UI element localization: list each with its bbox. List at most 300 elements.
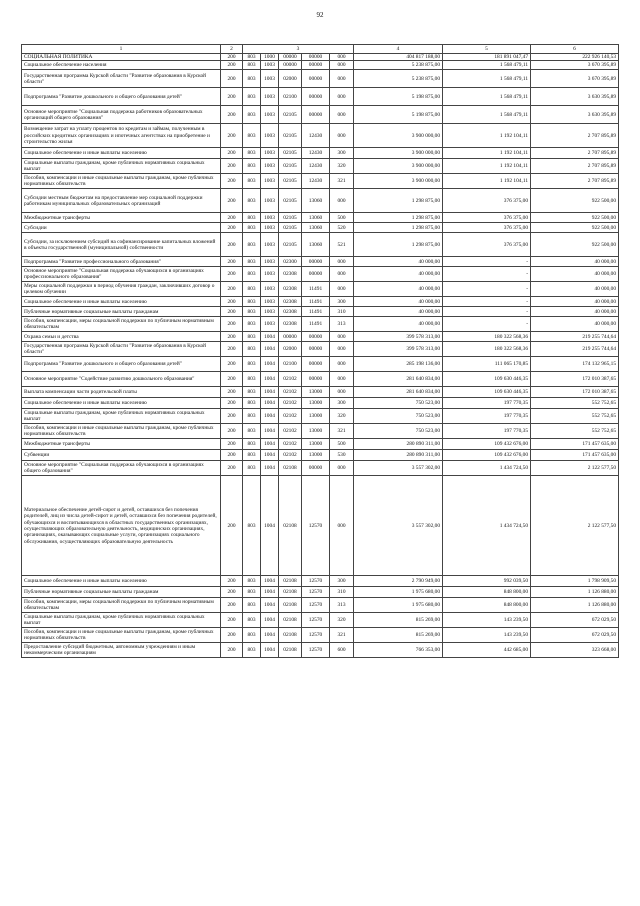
- amount-cell: 40 000,00: [531, 267, 619, 282]
- table-row: [22, 257, 619, 267]
- code-cell: 1003: [261, 282, 279, 297]
- code-cell: 02105: [279, 124, 302, 148]
- code-cell: 200: [221, 398, 243, 409]
- row-name-cell: Социальное обеспечение и иные выплаты населению: [22, 297, 221, 307]
- table-row: [22, 461, 619, 476]
- code-cell: 803: [243, 223, 261, 233]
- code-cell: 520: [330, 223, 354, 233]
- amount-cell: 197 770,35: [443, 398, 531, 409]
- amount-cell: 2 122 577,50: [531, 461, 619, 476]
- code-cell: 02308: [279, 317, 302, 332]
- code-cell: 320: [330, 159, 354, 174]
- amount-cell: 3 557 302,00: [354, 461, 443, 476]
- code-cell: 200: [221, 576, 243, 587]
- code-cell: 00000: [302, 106, 330, 124]
- code-cell: 000: [330, 106, 354, 124]
- code-cell: 200: [221, 357, 243, 372]
- row-name-cell: Публичные нормативные социальные выплаты гражданам: [22, 307, 221, 317]
- column-header: 1: [22, 45, 221, 54]
- amount-cell: 197 770,35: [443, 424, 531, 439]
- column-header: 4: [354, 45, 443, 54]
- amount-cell: 143 239,50: [443, 628, 531, 643]
- amount-cell: 1 126 880,00: [531, 587, 619, 598]
- code-cell: 1003: [261, 61, 279, 70]
- amount-cell: 2 707 895,89: [531, 174, 619, 189]
- column-header: 2: [221, 45, 243, 54]
- code-cell: 500: [330, 213, 354, 223]
- code-cell: 1003: [261, 70, 279, 88]
- code-cell: 13060: [302, 233, 330, 257]
- code-cell: 000: [330, 387, 354, 398]
- amount-cell: 171 457 635,00: [531, 450, 619, 461]
- row-name-cell: Пособия, компенсации и иные социальные выплаты гражданам, кроме публичных нормативных обязательств: [22, 174, 221, 189]
- amount-cell: 2 707 895,89: [531, 148, 619, 159]
- code-cell: 1004: [261, 461, 279, 476]
- code-cell: 200: [221, 54, 243, 61]
- code-cell: 803: [243, 174, 261, 189]
- code-cell: 200: [221, 233, 243, 257]
- amount-cell: 172 010 387,65: [531, 372, 619, 387]
- code-cell: 1003: [261, 267, 279, 282]
- code-cell: 803: [243, 598, 261, 613]
- code-cell: 00000: [302, 257, 330, 267]
- amount-cell: -: [443, 307, 531, 317]
- amount-cell: 922 500,00: [531, 189, 619, 213]
- code-cell: 13000: [302, 424, 330, 439]
- code-cell: 1004: [261, 424, 279, 439]
- amount-cell: 40 000,00: [531, 282, 619, 297]
- amount-cell: 2 122 577,50: [531, 476, 619, 576]
- code-cell: 02105: [279, 148, 302, 159]
- table-row: [22, 628, 619, 643]
- code-cell: 803: [243, 106, 261, 124]
- code-cell: 12570: [302, 476, 330, 576]
- code-cell: 02105: [279, 223, 302, 233]
- amount-cell: 323 668,00: [531, 643, 619, 658]
- amount-cell: 1 975 680,00: [354, 598, 443, 613]
- column-header: 6: [531, 45, 619, 54]
- code-cell: 600: [330, 643, 354, 658]
- code-cell: 13000: [302, 450, 330, 461]
- code-cell: 803: [243, 613, 261, 628]
- code-cell: 12570: [302, 576, 330, 587]
- code-cell: 200: [221, 332, 243, 342]
- amount-cell: 1 975 680,00: [354, 587, 443, 598]
- amount-cell: 1 568 479,11: [443, 70, 531, 88]
- code-cell: 02108: [279, 476, 302, 576]
- amount-cell: 171 457 635,00: [531, 439, 619, 450]
- code-cell: 02105: [279, 233, 302, 257]
- code-cell: 11491: [302, 317, 330, 332]
- code-cell: 12430: [302, 124, 330, 148]
- table-row: [22, 61, 619, 70]
- code-cell: 02300: [279, 257, 302, 267]
- code-cell: 13060: [302, 223, 330, 233]
- amount-cell: 40 000,00: [354, 257, 443, 267]
- amount-cell: 1 298 875,00: [354, 189, 443, 213]
- code-cell: 00000: [302, 70, 330, 88]
- code-cell: 1004: [261, 450, 279, 461]
- amount-cell: 922 500,00: [531, 213, 619, 223]
- code-cell: 200: [221, 148, 243, 159]
- code-cell: 13060: [302, 213, 330, 223]
- code-cell: 200: [221, 409, 243, 424]
- code-cell: 1004: [261, 587, 279, 598]
- row-name-cell: Субвенции: [22, 450, 221, 461]
- row-name-cell: Субсидии местным бюджетам на предоставление мер социальной поддержки работникам муниципальных образовательных организаций: [22, 189, 221, 213]
- code-cell: 200: [221, 223, 243, 233]
- code-cell: 803: [243, 372, 261, 387]
- code-cell: 02108: [279, 576, 302, 587]
- row-name-cell: Государственная программа Курской области "Развитие образования в Курской области": [22, 70, 221, 88]
- code-cell: 200: [221, 387, 243, 398]
- row-name-cell: Межбюджетные трансферты: [22, 439, 221, 450]
- amount-cell: 197 770,35: [443, 409, 531, 424]
- code-cell: 000: [330, 189, 354, 213]
- amount-cell: 552 752,65: [531, 424, 619, 439]
- amount-cell: 552 752,65: [531, 409, 619, 424]
- code-cell: 310: [330, 307, 354, 317]
- amount-cell: 111 065 170,85: [443, 357, 531, 372]
- code-cell: 200: [221, 476, 243, 576]
- code-cell: 02102: [279, 450, 302, 461]
- code-cell: 000: [330, 124, 354, 148]
- code-cell: 200: [221, 297, 243, 307]
- code-cell: 803: [243, 317, 261, 332]
- code-cell: 000: [330, 257, 354, 267]
- amount-cell: 1 568 479,11: [443, 88, 531, 106]
- amount-cell: 399 578 313,00: [354, 332, 443, 342]
- row-name-cell: Материальное обеспечение детей-сирот и детей, оставшихся без попечения родителей, лиц из числа детей-сирот и детей, оставшихся без попечения родителей, обучающихся и воспитывающихся в областных государственных организациях, осуществляющих образовательную деятельность, медицинских организациях, организациях, оказывающих социальные услуги, организациях социального обслуживания, осуществляющих образовательную деятельность: [22, 476, 221, 576]
- row-name-cell: Основное мероприятие "Содействие развитию дошкольного образования": [22, 372, 221, 387]
- amount-cell: 109 432 676,00: [443, 450, 531, 461]
- code-cell: 200: [221, 282, 243, 297]
- code-cell: 000: [330, 54, 354, 61]
- code-cell: 200: [221, 106, 243, 124]
- code-cell: 02108: [279, 598, 302, 613]
- amount-cell: 1 434 724,50: [443, 476, 531, 576]
- amount-cell: 281 640 834,00: [354, 372, 443, 387]
- table-row: [22, 613, 619, 628]
- column-number-row: [22, 45, 619, 54]
- amount-cell: 109 630 446,35: [443, 387, 531, 398]
- code-cell: 500: [330, 439, 354, 450]
- table-row: [22, 587, 619, 598]
- amount-cell: 815 269,00: [354, 613, 443, 628]
- amount-cell: 40 000,00: [531, 317, 619, 332]
- code-cell: 320: [330, 613, 354, 628]
- amount-cell: 1 192 104,11: [443, 174, 531, 189]
- table-row: [22, 106, 619, 124]
- row-name-cell: Социальные выплаты гражданам, кроме публичных нормативных социальных выплат: [22, 613, 221, 628]
- table-row: [22, 332, 619, 342]
- code-cell: 02108: [279, 613, 302, 628]
- table-row: [22, 307, 619, 317]
- amount-cell: 5 198 875,00: [354, 106, 443, 124]
- code-cell: 803: [243, 307, 261, 317]
- code-cell: 00000: [302, 61, 330, 70]
- row-name-cell: Охрана семьи и детства: [22, 332, 221, 342]
- table-row: [22, 643, 619, 658]
- code-cell: 00000: [302, 54, 330, 61]
- code-cell: 200: [221, 372, 243, 387]
- table-row: [22, 233, 619, 257]
- code-cell: 1003: [261, 257, 279, 267]
- amount-cell: 552 752,65: [531, 398, 619, 409]
- code-cell: 1003: [261, 223, 279, 233]
- amount-cell: 3 670 395,89: [531, 61, 619, 70]
- code-cell: 02108: [279, 587, 302, 598]
- code-cell: 00000: [302, 342, 330, 357]
- code-cell: 300: [330, 148, 354, 159]
- amount-cell: 40 000,00: [531, 307, 619, 317]
- code-cell: 02108: [279, 643, 302, 658]
- amount-cell: 1 192 104,11: [443, 124, 531, 148]
- code-cell: 000: [330, 476, 354, 576]
- row-name-cell: Межбюджетные трансферты: [22, 213, 221, 223]
- amount-cell: 3 900 000,00: [354, 174, 443, 189]
- code-cell: 1003: [261, 88, 279, 106]
- code-cell: 12570: [302, 587, 330, 598]
- code-cell: 200: [221, 124, 243, 148]
- row-name-cell: Публичные нормативные социальные выплаты гражданам: [22, 587, 221, 598]
- code-cell: 13000: [302, 398, 330, 409]
- code-cell: 300: [330, 297, 354, 307]
- amount-cell: 280 890 311,00: [354, 439, 443, 450]
- code-cell: 200: [221, 307, 243, 317]
- table-row: [22, 576, 619, 587]
- code-cell: 200: [221, 159, 243, 174]
- row-name-cell: Основное мероприятие "Социальная поддержка обучающихся в организациях профессионального образования": [22, 267, 221, 282]
- amount-cell: 442 685,00: [443, 643, 531, 658]
- row-name-cell: Меры социальной поддержки в период обучения граждан, заключивших договор о целевом обучении: [22, 282, 221, 297]
- code-cell: 803: [243, 282, 261, 297]
- amount-cell: 1 298 875,00: [354, 213, 443, 223]
- amount-cell: 181 891 047,47: [443, 54, 531, 61]
- code-cell: 11491: [302, 307, 330, 317]
- code-cell: 000: [330, 267, 354, 282]
- code-cell: 803: [243, 643, 261, 658]
- code-cell: 1003: [261, 189, 279, 213]
- code-cell: 02108: [279, 628, 302, 643]
- code-cell: 02100: [279, 88, 302, 106]
- table-row: [22, 342, 619, 357]
- amount-cell: -: [443, 317, 531, 332]
- row-name-cell: Социальное обеспечение населения: [22, 61, 221, 70]
- code-cell: 200: [221, 174, 243, 189]
- code-cell: 1003: [261, 148, 279, 159]
- code-cell: 200: [221, 424, 243, 439]
- row-name-cell: Субсидии, за исключением субсидий на софинансирование капитальных вложений в объекты государственной (муниципальной) собственности: [22, 233, 221, 257]
- code-cell: 12570: [302, 643, 330, 658]
- code-cell: 803: [243, 54, 261, 61]
- code-cell: 1004: [261, 476, 279, 576]
- code-cell: 313: [330, 598, 354, 613]
- amount-cell: 3 630 395,89: [531, 88, 619, 106]
- amount-cell: -: [443, 257, 531, 267]
- amount-cell: 1 568 479,11: [443, 61, 531, 70]
- code-cell: 200: [221, 257, 243, 267]
- table-row: [22, 439, 619, 450]
- code-cell: 1003: [261, 213, 279, 223]
- code-cell: 02102: [279, 398, 302, 409]
- code-cell: 803: [243, 424, 261, 439]
- code-cell: 200: [221, 189, 243, 213]
- amount-cell: 922 500,00: [531, 223, 619, 233]
- amount-cell: 219 255 744,64: [531, 342, 619, 357]
- amount-cell: 3 900 000,00: [354, 124, 443, 148]
- code-cell: 320: [330, 409, 354, 424]
- code-cell: 803: [243, 213, 261, 223]
- amount-cell: 2 707 895,89: [531, 159, 619, 174]
- amount-cell: 848 800,00: [443, 598, 531, 613]
- code-cell: 200: [221, 613, 243, 628]
- amount-cell: 172 010 387,65: [531, 387, 619, 398]
- code-cell: 13060: [302, 189, 330, 213]
- code-cell: 200: [221, 267, 243, 282]
- code-cell: 02308: [279, 267, 302, 282]
- column-header: 5: [443, 45, 531, 54]
- code-cell: 803: [243, 461, 261, 476]
- code-cell: 000: [330, 372, 354, 387]
- table-row: [22, 387, 619, 398]
- code-cell: 803: [243, 61, 261, 70]
- code-cell: 803: [243, 357, 261, 372]
- code-cell: 02102: [279, 372, 302, 387]
- code-cell: 00000: [279, 61, 302, 70]
- code-cell: 313: [330, 317, 354, 332]
- code-cell: 02100: [279, 357, 302, 372]
- code-cell: 321: [330, 174, 354, 189]
- amount-cell: 5 238 875,00: [354, 61, 443, 70]
- code-cell: 321: [330, 424, 354, 439]
- code-cell: 13000: [302, 439, 330, 450]
- table-row: [22, 189, 619, 213]
- amount-cell: 766 353,00: [354, 643, 443, 658]
- code-cell: 803: [243, 70, 261, 88]
- code-cell: 200: [221, 88, 243, 106]
- code-cell: 02308: [279, 307, 302, 317]
- amount-cell: 750 523,00: [354, 409, 443, 424]
- code-cell: 12570: [302, 598, 330, 613]
- table-row: [22, 297, 619, 307]
- amount-cell: -: [443, 297, 531, 307]
- code-cell: 000: [330, 357, 354, 372]
- code-cell: 803: [243, 124, 261, 148]
- table-row: [22, 424, 619, 439]
- amount-cell: 40 000,00: [531, 257, 619, 267]
- amount-cell: 376 375,00: [443, 233, 531, 257]
- code-cell: 02102: [279, 439, 302, 450]
- code-cell: 02308: [279, 282, 302, 297]
- code-cell: 1004: [261, 628, 279, 643]
- table-row: [22, 213, 619, 223]
- amount-cell: 40 000,00: [354, 282, 443, 297]
- amount-cell: 1 798 909,50: [531, 576, 619, 587]
- code-cell: 200: [221, 450, 243, 461]
- code-cell: 803: [243, 332, 261, 342]
- amount-cell: 143 239,50: [443, 613, 531, 628]
- code-cell: 02105: [279, 189, 302, 213]
- code-cell: 200: [221, 461, 243, 476]
- table-row: [22, 223, 619, 233]
- code-cell: 02105: [279, 159, 302, 174]
- row-name-cell: Предоставление субсидий бюджетным, автономным учреждениям и иным некоммерческим организациям: [22, 643, 221, 658]
- code-cell: 321: [330, 628, 354, 643]
- amount-cell: 5 198 875,00: [354, 88, 443, 106]
- amount-cell: 848 800,00: [443, 587, 531, 598]
- table-row: [22, 267, 619, 282]
- amount-cell: 109 630 446,35: [443, 372, 531, 387]
- code-cell: 200: [221, 61, 243, 70]
- amount-cell: 1 126 880,00: [531, 598, 619, 613]
- code-cell: 00000: [302, 357, 330, 372]
- code-cell: 803: [243, 387, 261, 398]
- row-name-cell: Социальные выплаты гражданам, кроме публичных нормативных социальных выплат: [22, 159, 221, 174]
- code-cell: 02102: [279, 409, 302, 424]
- code-cell: 1003: [261, 124, 279, 148]
- amount-cell: 376 375,00: [443, 189, 531, 213]
- table-row: [22, 70, 619, 88]
- code-cell: 1004: [261, 613, 279, 628]
- amount-cell: 922 500,00: [531, 233, 619, 257]
- code-cell: 02000: [279, 70, 302, 88]
- code-cell: 000: [330, 88, 354, 106]
- code-cell: 02105: [279, 106, 302, 124]
- code-cell: 1004: [261, 643, 279, 658]
- table-row: [22, 409, 619, 424]
- amount-cell: 40 000,00: [354, 267, 443, 282]
- row-name-cell: Государственная программа Курской области "Развитие образования в Курской области": [22, 342, 221, 357]
- amount-cell: 281 640 834,00: [354, 387, 443, 398]
- row-name-cell: Социальное обеспечение и иные выплаты населению: [22, 148, 221, 159]
- code-cell: 803: [243, 398, 261, 409]
- amount-cell: 174 132 965,15: [531, 357, 619, 372]
- code-cell: 11491: [302, 282, 330, 297]
- amount-cell: 1 298 875,00: [354, 223, 443, 233]
- code-cell: 521: [330, 233, 354, 257]
- amount-cell: -: [443, 282, 531, 297]
- code-cell: 02102: [279, 387, 302, 398]
- table-row: [22, 159, 619, 174]
- code-cell: 02000: [279, 342, 302, 357]
- table-row: [22, 450, 619, 461]
- code-cell: 1004: [261, 342, 279, 357]
- amount-cell: 3 900 000,00: [354, 159, 443, 174]
- code-cell: 1004: [261, 332, 279, 342]
- code-cell: 000: [330, 332, 354, 342]
- amount-cell: 180 322 568,36: [443, 332, 531, 342]
- code-cell: 1003: [261, 174, 279, 189]
- code-cell: 11491: [302, 297, 330, 307]
- code-cell: 00000: [302, 88, 330, 106]
- code-cell: 200: [221, 317, 243, 332]
- table-row: [22, 357, 619, 372]
- amount-cell: 40 000,00: [531, 297, 619, 307]
- code-cell: 00000: [279, 332, 302, 342]
- amount-cell: 750 523,00: [354, 424, 443, 439]
- code-cell: 000: [330, 61, 354, 70]
- amount-cell: 40 000,00: [354, 317, 443, 332]
- row-name-cell: Выплата компенсации части родительской платы: [22, 387, 221, 398]
- code-cell: 200: [221, 587, 243, 598]
- table-row: [22, 88, 619, 106]
- amount-cell: 3 630 395,89: [531, 106, 619, 124]
- code-cell: 1004: [261, 576, 279, 587]
- table-row: [22, 148, 619, 159]
- code-cell: 803: [243, 267, 261, 282]
- amount-cell: 672 029,50: [531, 628, 619, 643]
